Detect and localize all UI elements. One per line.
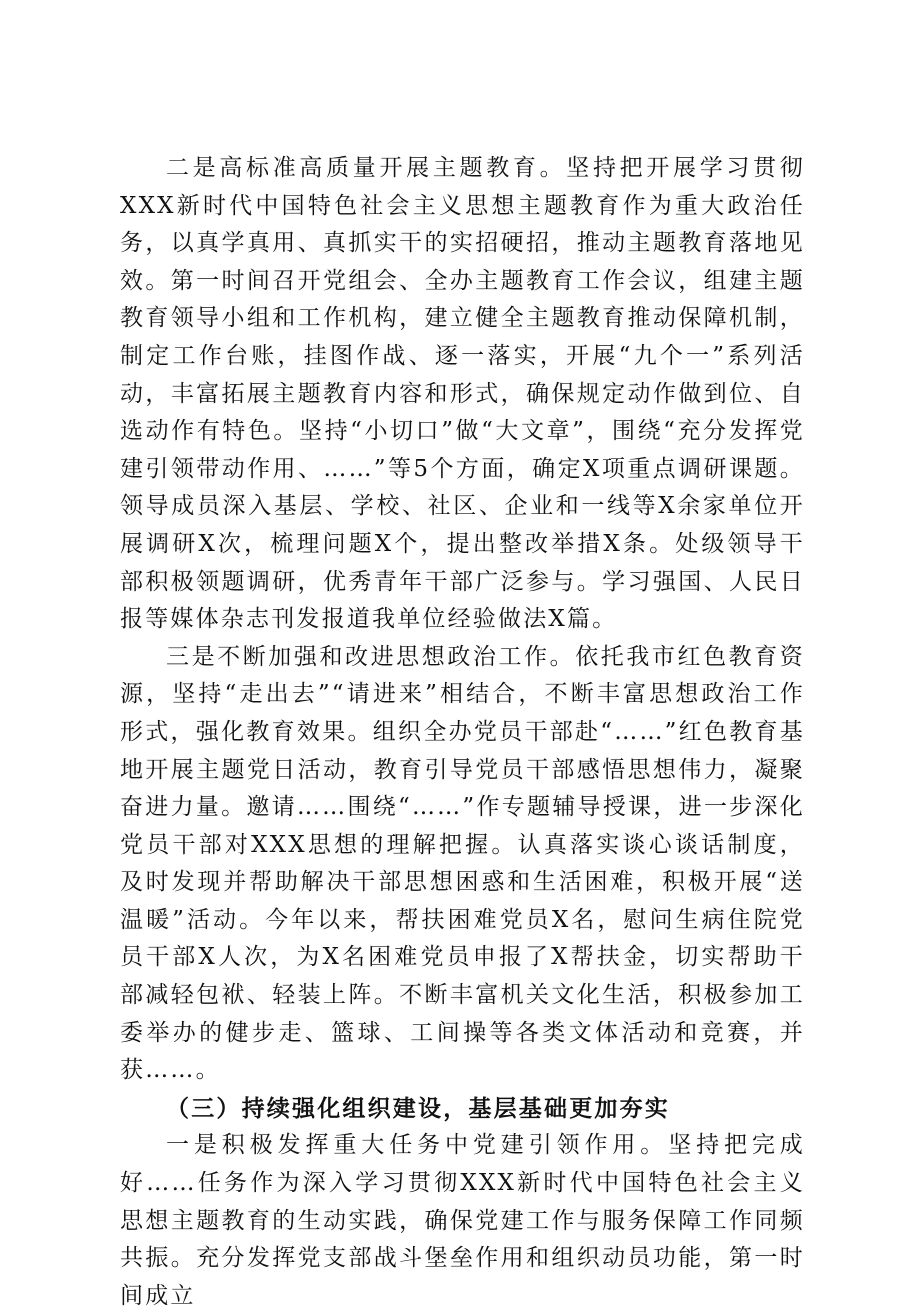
body-paragraph: 二是高标准高质量开展主题教育。坚持把开展学习贯彻XXX新时代中国特色社会主义思想主题教育作为重大政治任务，以真学真用、真抓实干的实招硬招，推动主题教育落地见效。第一时间召开党组会、全办主题教育工作会议，组建主题教育领导小组和工作机构，建立健全主题教育推动保障机制，制定工作台账，挂图作战、逐一落实，开展“九个一”系列活动，丰富拓展主题教育内容和形式，确保规定动作做到位、自选动作有特色。坚持“小切口”做“大文章”，围绕“充分发挥党建引领带动作用、……”等5个方面，确定X项重点调研课题。领导成员深入基层、学校、社区、企业和一线等X余家单位开展调研X次，梳理问题X个，提出整改举措X条。处级领导干部积极领题调研，优秀青年干部广泛参与。学习强国、人民日报等媒体杂志刊发报道我单位经验做法X篇。 bbox=[120, 155, 805, 633]
section-heading: （三）持续强化组织建设，基层基础更加夯实 bbox=[166, 1094, 670, 1122]
body-paragraph: 三是不断加强和改进思想政治工作。依托我市红色教育资源，坚持“走出去”“请进来”相结合，不断丰富思想政治工作形式，强化教育效果。组织全办党员干部赴“……”红色教育基地开展主题党日活动，教育引导党员干部感悟思想伟力，凝聚奋进力量。邀请……围绕“……”作专题辅导授课，进一步深化党员干部对XXX思想的理解把握。认真落实谈心谈话制度，及时发现并帮助解决干部思想困惑和生活困难，积极开展“送温暖”活动。今年以来，帮扶困难党员X名，慰问生病住院党员干部X人次，为X名困难党员申报了X帮扶金，切实帮助干部减轻包袱、轻装上阵。不断丰富机关文化生活，积极参加工委举办的健步走、篮球、工间操等各类文体活动和竞赛，并获……。 bbox=[120, 643, 805, 1084]
document-body bbox=[120, 150, 805, 1315]
body-paragraph: 一是积极发挥重大任务中党建引领作用。坚持把完成好……任务作为深入学习贯彻XXX新时代中国特色社会主义思想主题教育的生动实践，确保党建工作与服务保障工作同频共振。充分发挥党支部战斗堡垒作用和组织动员功能，第一时间成立 bbox=[120, 1132, 805, 1309]
